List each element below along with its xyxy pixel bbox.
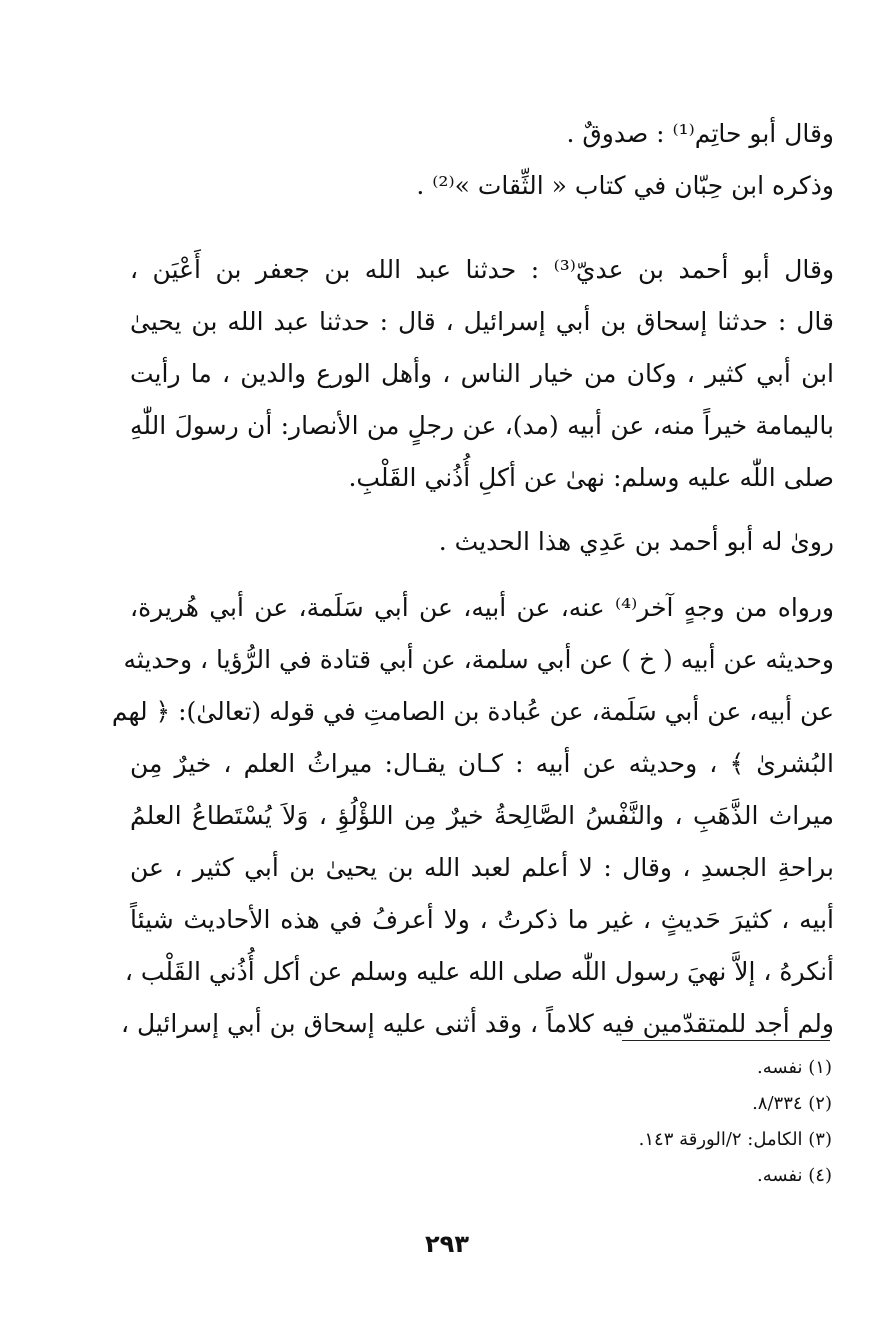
text-line: صلى اللّٰه عليه وسلم: نهىٰ عن أكلِ أُذُني القَلْبِ. — [348, 463, 834, 492]
footnote: (٤) نفسه. — [757, 1165, 832, 1186]
text-line: براحةِ الجسدِ ، وقال : لا أعلم لعبد الله بن يحيىٰ بن أبي كثير ، عن — [130, 853, 835, 882]
footnote-divider — [622, 1040, 830, 1041]
paragraph-riwaya — [130, 516, 834, 568]
footnote: (٣) الكامل: ٢/الورقة ١٤٣. — [638, 1129, 832, 1150]
text-line: باليمامة خيراً منه، عن أبيه (مد)، عن رجلٍ من الأنصار: أن رسولَ اللّٰهِ — [130, 411, 834, 440]
text-line: روىٰ له أبو أحمد بن عَدِي هذا الحديث . — [438, 527, 834, 556]
paragraph-ibn-adi — [130, 244, 834, 504]
text-line: ورواه من وجهٍ آخر⁽⁴⁾ عنه، عن أبيه، عن أبي سَلَمة، عن أبي هُريرة، — [130, 593, 834, 622]
text-line: ابن أبي كثير ، وكان من خيار الناس ، وأهل الورع والدين ، ما رأيت — [130, 359, 834, 388]
text-line: وقال أبو حاتِم⁽¹⁾ : صدوقٌ . — [566, 119, 834, 148]
text-line: وحديثه عن أبيه ( خ ) عن أبي سلمة، عن أبي قتادة في الرُّؤيا ، وحديثه — [123, 645, 834, 674]
page-number: ٢٩٣ — [425, 1230, 469, 1258]
footnote: (١) نفسه. — [757, 1057, 832, 1078]
text-line: ولم أجد للمتقدّمين فيه كلاماً ، وقد أثنى عليه إسحاق بن أبي إسرائيل ، — [120, 1009, 834, 1038]
text-line: وذكره ابن حِبّان في كتاب « الثِّقات »⁽²⁾ . — [416, 171, 834, 200]
text-line: قال : حدثنا إسحاق بن أبي إسرائيل ، قال : حدثنا عبد الله بن يحيىٰ — [130, 307, 834, 336]
text-line: البُشرىٰ ﴾ ، وحديثه عن أبيه : كـان يقـال: ميراثُ العلم ، خيرٌ مِن — [130, 749, 834, 778]
footnotes — [520, 1050, 832, 1194]
text-line: ميراث الذَّهَبِ ، والنَّفْسُ الصَّالِحةُ خيرٌ مِن اللؤْلُؤِ ، وَلاَ يُسْتَطاعُ العلمُ — [130, 801, 834, 830]
text-line: عن أبيه، عن أبي سَلَمة، عن عُبادة بن الصامتِ في قوله (تعالىٰ): ﴿ لهم — [111, 697, 834, 726]
paragraph-abu-hatim — [130, 108, 834, 212]
text-line: وقال أبو أحمد بن عديّ⁽³⁾ : حدثنا عبد الله بن جعفر بن أَعْيَن ، — [130, 255, 835, 284]
text-line: أبيه ، كثيرَ حَديثٍ ، غير ما ذكرتُ ، ولا أعرفُ في هذه الأحاديث شيئاً — [130, 905, 834, 934]
paragraph-hadith-list — [111, 582, 835, 1050]
text-line: أنكرهُ ، إلاَّ نهيَ رسول اللّٰه صلى الله عليه وسلم عن أكل أُذُني القَلْب ، — [124, 957, 834, 986]
footnote: (٢) ٨/٣٣٤. — [752, 1093, 832, 1114]
